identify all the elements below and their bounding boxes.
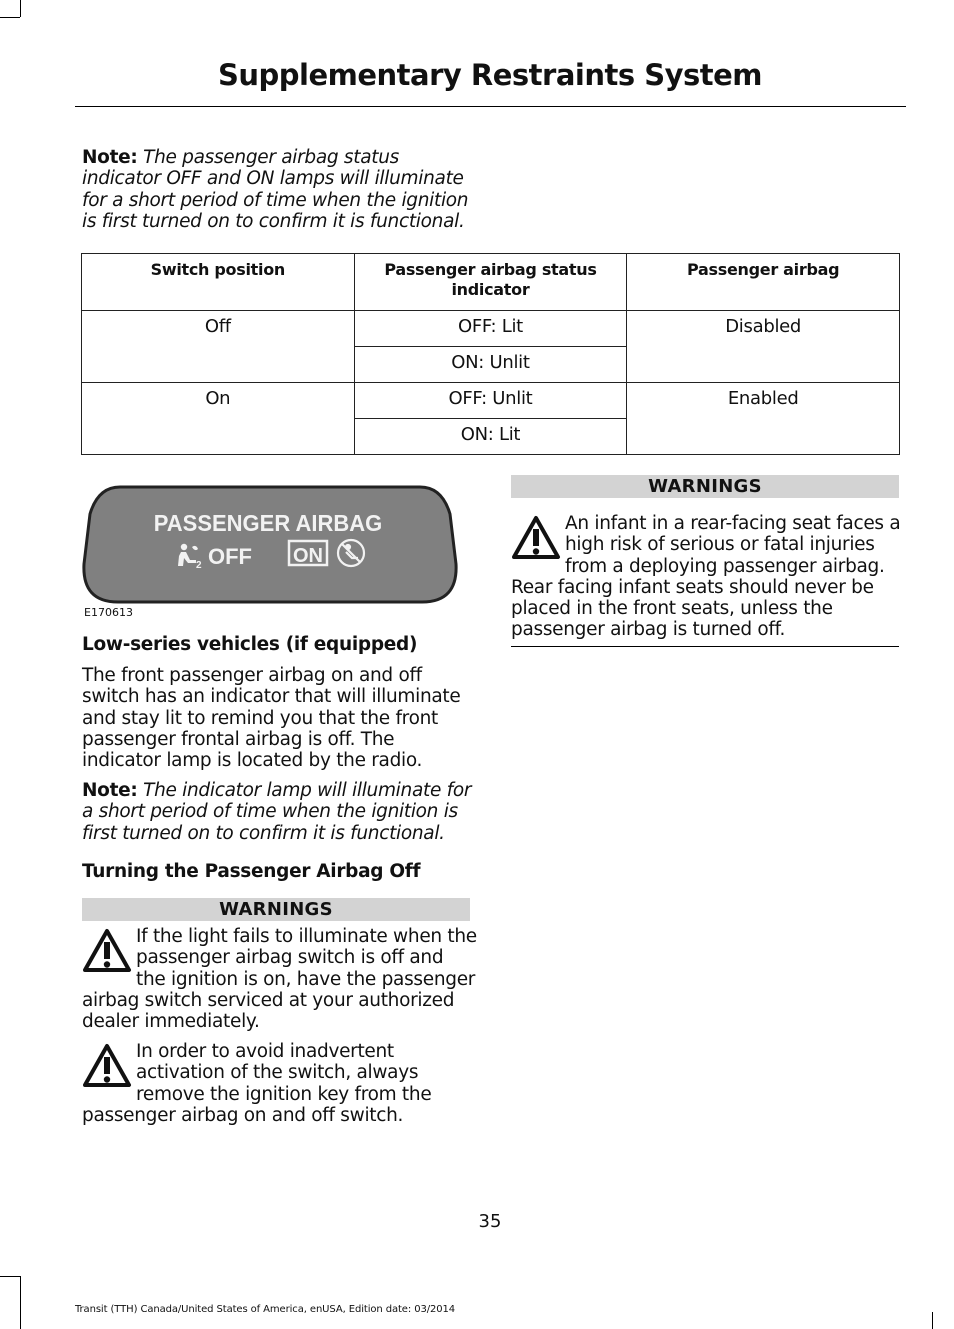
warning-infant-seat — [511, 513, 901, 641]
note-text: The indicator lamp will illuminate for a short period of time when the ignition is first turned on to confirm it is functional. — [82, 780, 472, 844]
warnings-header-right: WARNINGS — [511, 475, 899, 498]
low-series-body: The front passenger airbag on and off switch has an indicator that will illuminate and stay lit to remind you that the front passenger frontal airbag is off. The indicator lamp is located by the radio. — [82, 665, 461, 772]
table-header-cell: Passenger airbag — [627, 254, 900, 311]
table-header-cell: Switch position — [82, 254, 355, 311]
table-cell: ON: Unlit — [354, 347, 627, 383]
table-cell: Disabled — [627, 311, 900, 383]
warning-triangle-icon — [82, 928, 132, 974]
warning-text: An infant in a rear-facing seat faces a high risk of serious or fatal injuries from a deploying passenger airbag. Rear facing infant seats should never be placed in the front seats, unless the passenger airbag is turned off. — [511, 513, 901, 641]
table-header-row — [82, 254, 900, 311]
warning-ignition-key — [82, 1041, 477, 1126]
crop-mark — [932, 1312, 933, 1329]
svg-text:2: 2 — [196, 560, 202, 571]
note-text: The passenger airbag status indicator OFF and ON lamps will illuminate for a short period of time when the ignition is first turned on to confirm it is functional. — [82, 147, 469, 232]
note-label: Note: — [82, 780, 138, 801]
crop-mark — [20, 1276, 21, 1329]
warning-text: If the light fails to illuminate when the passenger airbag switch is off and the ignition is on, have the passenger airbag switch serviced at your authorized dealer immediately. — [82, 926, 477, 1033]
note-status-indicator — [82, 147, 477, 232]
warning-triangle-icon — [511, 515, 561, 561]
page-number: 35 — [478, 1211, 502, 1232]
table-cell: ON: Lit — [354, 419, 627, 455]
table-row — [82, 311, 900, 347]
crop-mark — [0, 1276, 20, 1277]
warnings-header-left: WARNINGS — [82, 898, 470, 921]
table-cell: Enabled — [627, 383, 900, 455]
figure-id: E170613 — [84, 606, 133, 619]
warning-end-rule — [511, 646, 899, 647]
table-cell: Off — [82, 311, 355, 383]
low-series-note — [82, 780, 477, 844]
warning-text: In order to avoid inadvertent activation of the switch, always remove the ignition key from the passenger airbag on and off switch. — [82, 1041, 432, 1126]
note-label: Note: — [82, 147, 138, 168]
warning-light-fails — [82, 926, 477, 1032]
table-cell: OFF: Lit — [354, 311, 627, 347]
low-series-heading: Low-series vehicles (if equipped) — [82, 634, 418, 655]
table-header-cell: Passenger airbag status indicator — [354, 254, 627, 311]
table-cell: On — [82, 383, 355, 455]
indicator-housing — [84, 487, 456, 602]
indicator-off-label: OFF — [208, 544, 252, 569]
warning-triangle-icon — [82, 1043, 132, 1089]
page-title: Supplementary Restraints System — [217, 58, 763, 92]
table-row — [82, 383, 900, 419]
indicator-title: PASSENGER AIRBAG — [153, 510, 383, 537]
indicator-on-label: ON — [293, 545, 323, 567]
crop-mark — [20, 0, 21, 17]
turning-off-heading: Turning the Passenger Airbag Off — [82, 861, 421, 882]
header-divider — [75, 106, 906, 107]
airbag-status-table — [81, 253, 900, 455]
crop-mark — [0, 17, 20, 18]
footer-edition: Transit (TTH) Canada/United States of America, enUSA, Edition date: 03/2014 — [75, 1304, 456, 1315]
passenger-airbag-indicator-illustration — [82, 484, 458, 606]
table-cell: OFF: Unlit — [354, 383, 627, 419]
